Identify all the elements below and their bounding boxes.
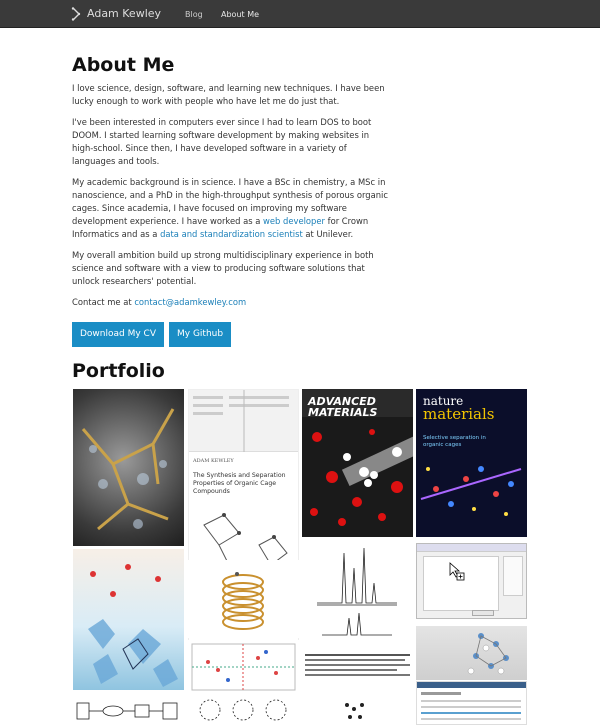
- portfolio-title: Portfolio: [72, 360, 165, 382]
- portfolio-helix[interactable]: [188, 560, 299, 638]
- github-button[interactable]: My Github: [169, 322, 231, 347]
- nav-link-blog[interactable]: Blog: [185, 10, 203, 19]
- navbar: [0, 0, 600, 28]
- download-cv-button[interactable]: Download My CV: [72, 322, 164, 347]
- table-screenshot-image: [189, 390, 299, 452]
- helix-image: [188, 560, 299, 638]
- portfolio-nmr-paper[interactable]: [302, 543, 413, 725]
- ring-molecules-image: [188, 695, 299, 725]
- red-spheres-image: [302, 417, 413, 537]
- portfolio-cage-render[interactable]: [416, 626, 527, 680]
- contact-line: [72, 296, 392, 309]
- page-title: About Me: [72, 54, 175, 76]
- about-p3-text-b: for Crown Informatics and as a: [72, 216, 369, 239]
- advanced-materials-title: ADVANCED MATERIALS: [308, 395, 378, 419]
- action-buttons: [72, 322, 231, 347]
- cage-render-image: [416, 626, 527, 680]
- scatter-figure-image: [188, 640, 299, 695]
- materials-title: materials: [423, 405, 495, 423]
- portfolio-flow-diagram[interactable]: [73, 695, 184, 725]
- portfolio-molecule-render[interactable]: [73, 389, 184, 546]
- web-developer-link[interactable]: web developer: [263, 216, 325, 226]
- about-paragraph-4: My overall ambition build up strong multidisciplinary experience in both science and software with a view to producing software solutions that unlock researchers' potential.: [72, 250, 374, 286]
- nature-title: nature: [423, 394, 464, 408]
- about-section: [72, 52, 392, 317]
- data-scientist-link[interactable]: data and standardization scientist: [160, 229, 303, 239]
- brand[interactable]: [71, 6, 161, 23]
- about-paragraph-1: I love science, design, software, and learning new techniques. I have been lucky enough to work with people who have let me do just that.: [72, 83, 385, 106]
- nmr-spectrum-image: [302, 543, 413, 643]
- nature-caption: Selective separation in organic cages: [423, 435, 486, 448]
- flow-diagram-image: [73, 695, 184, 725]
- cage-diagram-image: [302, 695, 413, 725]
- nature-crystal-image: [416, 449, 527, 537]
- contact-email-link[interactable]: contact@adamkewley.com: [134, 297, 247, 307]
- about-p3-text-c: at Unilever.: [302, 229, 354, 239]
- contact-prefix: Contact me at: [72, 297, 135, 307]
- portfolio-software-screenshot[interactable]: [416, 543, 527, 619]
- portfolio-crystal-render[interactable]: [73, 549, 184, 690]
- logo-icon: [71, 7, 81, 21]
- about-paragraph-2: I've been interested in computers ever since I had to learn DOS to boot DOOM. I started learning software development by making websites in high-school. Since then, I have developed software in a variety of languages and tools.: [72, 117, 372, 166]
- portfolio-webapp-screenshot[interactable]: [416, 681, 527, 725]
- thesis-author: ADAM KEWLEY: [193, 458, 234, 464]
- portfolio-advanced-materials[interactable]: [302, 389, 413, 537]
- thesis-screenshot-strip: [189, 390, 298, 452]
- about-p3-text-a: My academic background is in science. I have a BSc in chemistry, a MSc in nanoscience, and a PhD in the high-throughput synthesis of porous organic cages. Since academia, I have focused on improving my software development experience. I have worked as a: [72, 177, 388, 226]
- paper-text-block: [305, 651, 410, 679]
- nav-link-about[interactable]: About Me: [221, 10, 260, 19]
- portfolio-chart-figure[interactable]: [188, 640, 299, 725]
- molecule-render-image: [73, 389, 184, 546]
- about-paragraph-3: [72, 176, 392, 241]
- portfolio-nature-materials[interactable]: [416, 389, 527, 537]
- brand-name: Adam Kewley: [87, 7, 162, 20]
- cursor-plus-icon: [447, 562, 467, 582]
- thesis-title: The Synthesis and Separation Properties of Organic Cage Compounds: [193, 471, 286, 495]
- crystal-render-image: [73, 549, 184, 690]
